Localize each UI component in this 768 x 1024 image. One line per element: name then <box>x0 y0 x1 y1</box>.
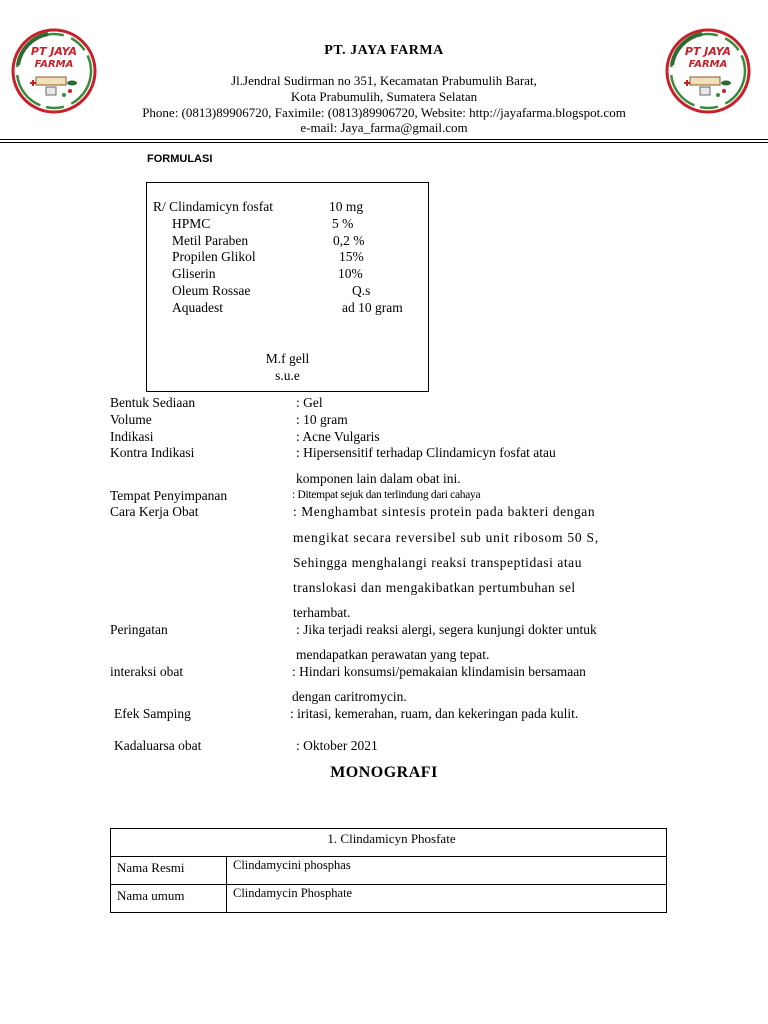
label-interaksi-obat: interaksi obat <box>110 664 184 679</box>
value-kontra-indikasi-line-2: komponen lain dalam obat ini. <box>296 471 461 486</box>
rx-instruction-mf: M.f gell <box>265 351 310 366</box>
label-cara-kerja-obat: Cara Kerja Obat <box>110 504 199 519</box>
logo-text-line-1: PT JAYA <box>684 45 732 58</box>
rx-item-amount: 5 % <box>332 216 354 231</box>
table-cell-label: Nama umum <box>111 885 227 913</box>
label-volume: Volume <box>110 412 152 427</box>
value-peringatan-line-1: : Jika terjadi reaksi alergi, segera kunjungi dokter untuk <box>296 622 597 637</box>
label-indikasi: Indikasi <box>110 429 154 444</box>
value-cara-kerja-line-3: Sehingga menghalangi reaksi transpeptidasi atau <box>293 555 583 570</box>
value-efek-samping: : iritasi, kemerahan, ruam, dan kekeringan pada kulit. <box>290 706 579 721</box>
table-cell-value: Clindamycini phosphas <box>227 857 667 885</box>
monografi-table-header: 1. Clindamicyn Phosfate <box>111 829 667 857</box>
value-bentuk-sediaan: : Gel <box>296 395 323 410</box>
logo-text-line-2: FARMA <box>34 59 74 70</box>
letterhead-divider <box>0 139 768 140</box>
label-kadaluarsa-obat: Kadaluarsa obat <box>114 738 202 753</box>
rx-item-amount: ad 10 gram <box>342 300 403 315</box>
rx-item-name: Oleum Rossae <box>172 283 251 298</box>
letterhead-divider-secondary <box>0 142 768 143</box>
value-cara-kerja-line-1: : Menghambat sintesis protein pada bakteri dengan <box>293 504 596 519</box>
rx-item-name: Aquadest <box>172 300 223 315</box>
contact-phone-website: Phone: (0813)89906720, Faximile: (0813)89906720, Website: http://jayafarma.blogspot.com <box>142 105 626 120</box>
rx-item-name: HPMC <box>172 216 211 231</box>
table-cell-label: Nama Resmi <box>111 857 227 885</box>
section-label-formulasi: FORMULASI <box>147 153 213 165</box>
company-name: PT. JAYA FARMA <box>324 43 444 58</box>
rx-item-amount: 10% <box>338 266 363 281</box>
address-line-1: Jl.Jendral Sudirman no 351, Kecamatan Prabumulih Barat, <box>231 73 537 88</box>
value-cara-kerja-line-5: terhambat. <box>293 605 351 620</box>
rx-item-amount: 15% <box>339 249 364 264</box>
label-tempat-penyimpanan: Tempat Penyimpanan <box>110 488 228 503</box>
rx-item-amount: Q.s <box>352 283 371 298</box>
label-efek-samping: Efek Samping <box>114 706 191 721</box>
rx-item-name: Gliserin <box>172 266 216 281</box>
monografi-title: MONOGRAFI <box>330 764 438 781</box>
contact-email: e-mail: Jaya_farma@gmail.com <box>300 120 468 135</box>
address-line-2: Kota Prabumulih, Sumatera Selatan <box>290 89 478 104</box>
value-cara-kerja-line-4: translokasi dan mengakibatkan pertumbuhan sel <box>293 580 576 595</box>
value-indikasi: : Acne Vulgaris <box>296 429 380 444</box>
label-kontra-indikasi: Kontra Indikasi <box>110 445 195 460</box>
logo-text-line-2: FARMA <box>688 59 728 70</box>
rx-item-name: R/ Clindamicyn fosfat <box>153 199 273 214</box>
rx-item-amount: 10 mg <box>329 199 364 214</box>
label-bentuk-sediaan: Bentuk Sediaan <box>110 395 196 410</box>
value-kontra-indikasi-line-1: : Hipersensitif terhadap Clindamicyn fosfat atau <box>296 445 556 460</box>
value-interaksi-line-2: dengan caritromycin. <box>292 689 407 704</box>
rx-item-name: Propilen Glikol <box>172 249 256 264</box>
table-row <box>111 885 667 913</box>
table-cell-value: Clindamycin Phosphate <box>227 885 667 913</box>
value-interaksi-line-1: : Hindari konsumsi/pemakaian klindamisin bersamaan <box>292 664 586 679</box>
logo-text-line-1: PT JAYA <box>30 45 78 58</box>
table-row <box>111 829 667 857</box>
value-kadaluarsa-obat: : Oktober 2021 <box>296 738 378 753</box>
rx-instruction-sue: s.u.e <box>275 368 300 383</box>
value-tempat-penyimpanan: : Ditempat sejuk dan terlindung dari cahaya <box>292 489 481 501</box>
label-peringatan: Peringatan <box>110 622 168 637</box>
rx-item-name: Metil Paraben <box>172 233 249 248</box>
table-row <box>111 857 667 885</box>
monografi-table <box>110 828 667 913</box>
value-peringatan-line-2: mendapatkan perawatan yang tepat. <box>296 647 490 662</box>
value-volume: : 10 gram <box>296 412 348 427</box>
value-cara-kerja-line-2: mengikat secara reversibel sub unit ribosom 50 S, <box>293 530 599 545</box>
rx-item-amount: 0,2 % <box>333 233 365 248</box>
